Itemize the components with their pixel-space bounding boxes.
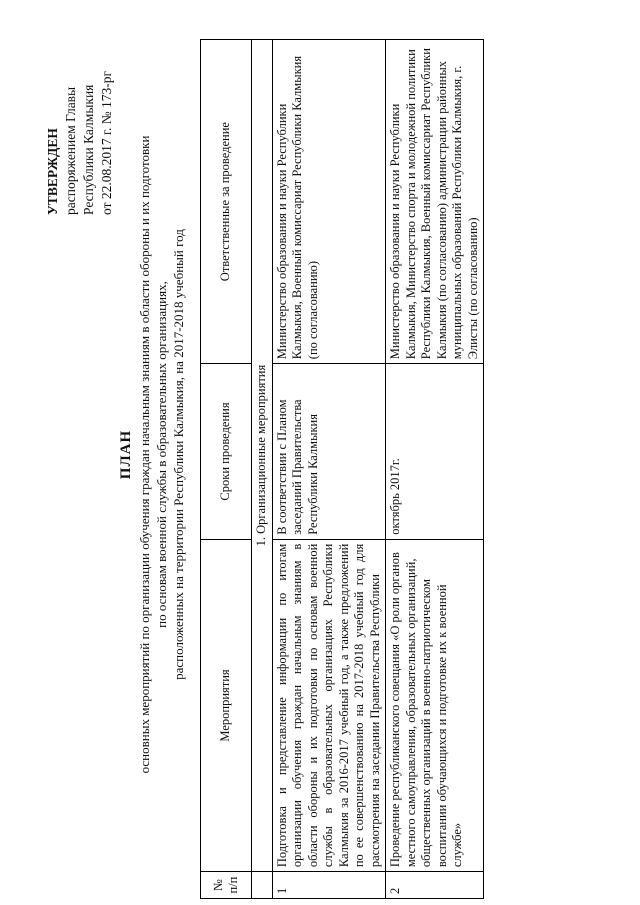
section-title: 1. Организационные мероприятия (252, 40, 273, 872)
header-activity: Мероприятия (201, 539, 252, 871)
row-responsible: Министерство образования и науки Республики Калмыкия, Военный комиссариат Республики Калмыкия (по согласованию) (272, 40, 386, 364)
row-num: 2 (386, 872, 484, 899)
approval-line-3: от 22.08.2017 г. № 173-рг (99, 70, 114, 215)
row-num: 1 (272, 872, 386, 899)
row-responsible: Министерство образования и науки Республики Калмыкия, Министерство спорта и молодежной политики Республики Калмыкия, Военный комиссариат Республики Калмыкия (по согласованию) администрации районных муниципальных образований Республики Калмыкия, г. Элисты (по согласованию) (386, 40, 484, 364)
row-activity: Подготовка и представление информации по итогам организации обучения граждан начальным знаниям в области обороны и их подготовки по основам военной службы в образовательных организациях Республики Калмыкия за 2016-2017 учебный год, а также предложений по ее совершенствованию на 2017-2018 учебный год для рассмотрения на заседании Правительства Республики (272, 539, 386, 871)
table-row (386, 40, 484, 899)
heading-line-2: по основам военной службы в образовательных организациях, (154, 281, 169, 628)
row-dates: октябрь 2017г. (386, 364, 484, 540)
plan-title: ПЛАН (118, 429, 134, 480)
table-row (272, 40, 386, 899)
header-dates: Сроки проведения (201, 364, 252, 540)
header-responsible: Ответственные за проведение (201, 40, 252, 364)
table-header-row (201, 40, 252, 899)
document-heading (118, 12, 187, 897)
approval-title: УТВЕРЖДЕН (45, 128, 60, 215)
heading-line-3: расположенных на территории Республики Калмыкия, на 2017-2018 учебный год (171, 229, 186, 680)
approval-line-1: распоряжением Главы (63, 86, 78, 215)
section-num-cell (252, 872, 273, 899)
approval-line-2: Республики Калмыкия (81, 84, 96, 215)
row-dates: В соответствии с Планом заседаний Правительства Республики Калмыкия (272, 364, 386, 540)
approval-stamp (44, 5, 116, 215)
row-activity: Проведение республиканского совещания «О роли органов местного самоуправления, образовательных организаций, общественных организаций в военно-патриотическом воспитании обучающихся и подготовке их к военной службе» (386, 539, 484, 871)
header-num: № п/п (201, 872, 252, 899)
heading-line-1: основных мероприятий по организации обучения граждан начальным знаниям в области обороны и их подготовки (137, 135, 152, 774)
plan-table (200, 39, 484, 899)
section-row (252, 40, 273, 899)
